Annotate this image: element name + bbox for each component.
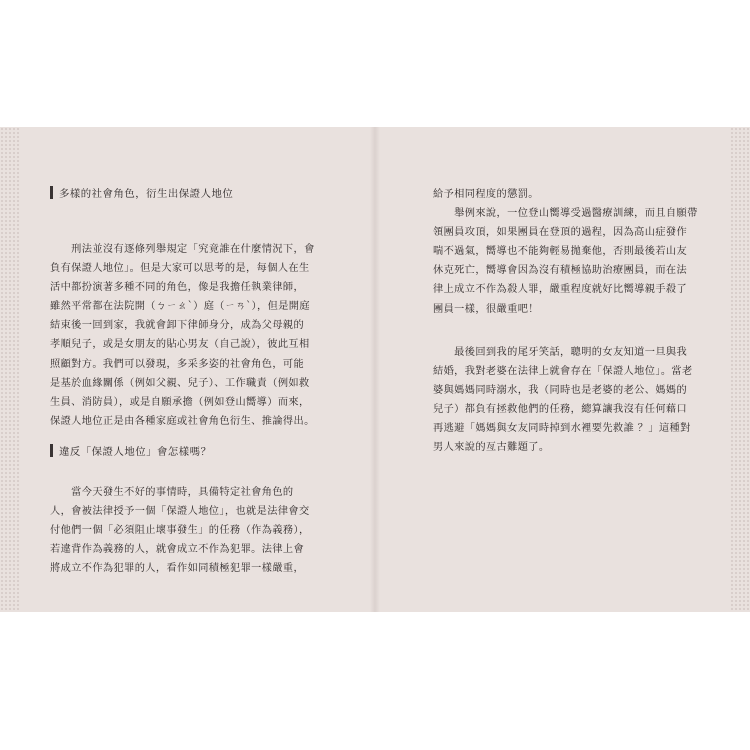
section2-paragraph <box>50 483 325 578</box>
text-line: 負有保證人地位」。但是大家可以思考的是，每個人在生 <box>50 263 310 275</box>
text-line: 孝順兒子，或是女朋友的貼心男友（自己說），彼此互相 <box>50 339 310 351</box>
section1-heading <box>50 185 233 200</box>
text-line: 團員一樣，很嚴重吧！ <box>433 303 539 315</box>
right-paragraph-2 <box>433 343 708 458</box>
text-line: 結婚，我對老婆在法律上就會存在「保證人地位」。當老 <box>433 366 693 378</box>
section2-heading <box>50 443 211 458</box>
text-line: 結束後一回到家，我就會卸下律師身分，成為父母親的 <box>50 320 305 332</box>
text-line: 刑法並沒有逐條列舉規定「究竟誰在什麼情況下，會 <box>50 244 315 255</box>
right-paragraph-1 <box>433 185 708 319</box>
text-line: 婆與媽媽同時溺水，我（同時也是老婆的老公、媽媽的 <box>433 385 688 397</box>
left-dot-pattern <box>0 127 20 612</box>
text-line: 領團員攻頂，如果團員在登頂的過程，因為高山症發作 <box>433 227 688 239</box>
text-line: 再逃避「媽媽與女友同時掉到水裡要先救誰 ？」這種對 <box>433 423 691 435</box>
text-line: 當今天發生不好的事情時，具備特定社會角色的 <box>50 487 294 498</box>
book-gutter <box>370 127 380 612</box>
text-line: 給予相同程度的懲罰。 <box>433 189 539 200</box>
text-line: 生員、消防員），或是自願承擔（例如登山嚮導）而來， <box>50 396 310 408</box>
section2-heading-text: 違反「保證人地位」會怎樣嗎？ <box>59 446 212 458</box>
text-line: 若違背作為義務的人，就會成立不作為犯罪。法律上會 <box>50 544 305 556</box>
text-line: 喘不過氣，嚮導也不能夠輕易拋棄他，否則最後若山友 <box>433 246 688 258</box>
section1-paragraph <box>50 240 325 431</box>
text-line: 照顧對方。我們可以發現，多采多姿的社會角色，可能 <box>50 358 305 370</box>
text-line: 律上成立不作為殺人罪，嚴重程度就好比嚮導親手殺了 <box>433 284 688 296</box>
text-line: 男人來說的亙古難題了。 <box>433 442 550 454</box>
heading-bar-icon <box>50 444 53 457</box>
text-line: 將成立不作為犯罪的人，看作如同積極犯罪一樣嚴重， <box>50 563 305 575</box>
section1-heading-text: 多樣的社會角色，衍生出保證人地位 <box>59 188 234 200</box>
text-line: 活中都扮演著多種不同的角色，像是我擔任執業律師， <box>50 282 305 294</box>
book-spread <box>0 127 750 612</box>
text-line: 兒子）都負有拯救他們的任務，總算讓我沒有任何藉口 <box>433 404 688 416</box>
text-line: 休克死亡，嚮導會因為沒有積極協助治療團員，而在法 <box>433 265 688 277</box>
right-dot-pattern <box>730 127 750 612</box>
right-page <box>433 127 708 612</box>
text-line: 是基於血緣關係（例如父親、兒子）、工作職責（例如救 <box>50 377 310 389</box>
text-line: 舉例來說，一位登山嚮導受過醫療訓練，而且自願帶 <box>433 208 698 220</box>
text-line: 最後回到我的尾牙笑話，聰明的女友知道一旦與我 <box>433 347 688 358</box>
text-line: 人，會被法律授予一個「保證人地位」，也就是法律會交 <box>50 506 310 518</box>
text-line: 雖然平常都在法院開（ㄅㄧㄠˋ）庭（ㄧㄢˋ），但是開庭 <box>50 301 310 313</box>
text-line: 付他們一個「必須阻止壞事發生」的任務（作為義務）， <box>50 525 310 537</box>
heading-bar-icon <box>50 186 53 199</box>
left-page <box>50 127 325 612</box>
text-line: 保證人地位正是由各種家庭或社會角色衍生、推論得出。 <box>50 415 315 427</box>
